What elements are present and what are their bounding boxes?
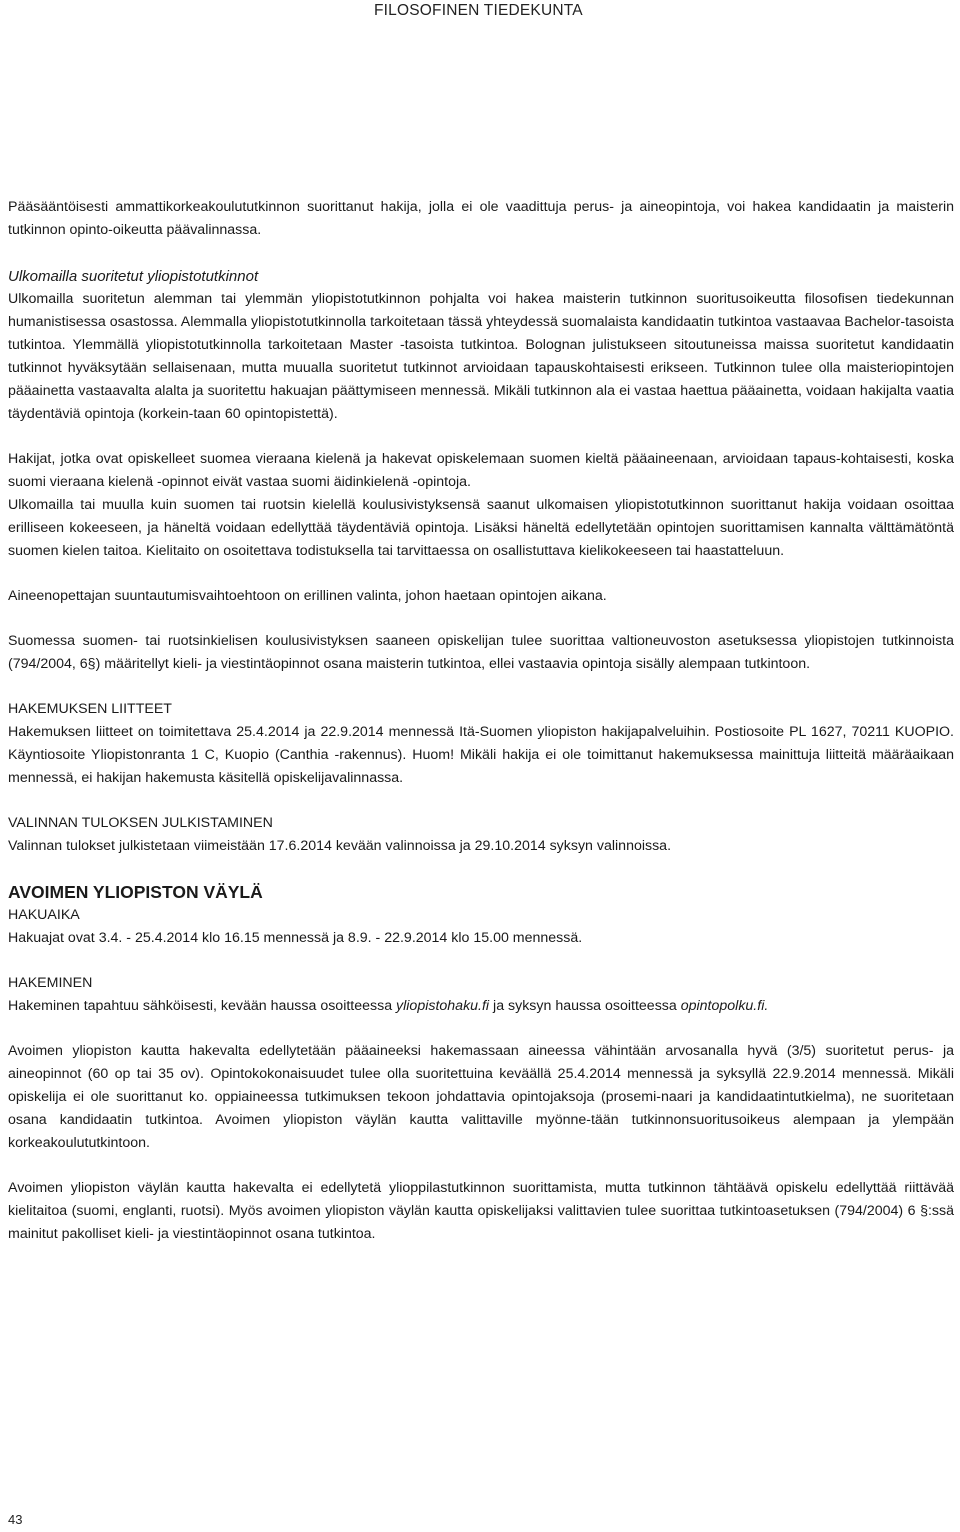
heading-applying: HAKEMINEN (8, 975, 93, 991)
applying-text-a: Hakeminen tapahtuu sähköisesti, kevään haussa osoitteessa (8, 998, 397, 1014)
applying-text-b: ja syksyn haussa osoitteessa (489, 998, 681, 1014)
link-opintopolku[interactable]: opintopolku.fi. (680, 998, 769, 1014)
paragraph-open-university-requirements: Avoimen yliopiston kautta hakevalta edellytetään pääaineeksi hakemassaan aineessa vähintään arvosanalla hyvä (3/5) suoritetut perus- ja aineopinnot (60 op tai 35 ov). Opintokokonaisuudet tulee olla suoritettuina keväällä 25.4.2014 mennessä ja syksyllä 22.9.2014 mennessä. Mikäli opiskelija ei ole suorittanut ko. oppiaineessa tutkimuksen tekoon johdattavia opintojaksoja (prosemi-naari ja kandidaatintutkielma), ne suoritetaan osana kandidaatin tutkintoa. Avoimen yliopiston väylän kautta valittaville myönne-tään tutkinnonsuoritusoikeus alempaan ja ylempään korkeakoulututkintoon. (8, 1043, 954, 1151)
paragraph-amk-applicants: Pääsääntöisesti ammattikorkeakoulututkinnon suorittanut hakija, jolla ei ole vaadittuja perus- ja aineopintoja, voi hakea kandidaatin ja maisterin tutkinnon opinto-oikeutta päävalinnassa. (8, 199, 954, 238)
heading-open-university: AVOIMEN YLIOPISTON VÄYLÄ (8, 882, 263, 902)
document-body (8, 196, 954, 1246)
link-yliopistohaku[interactable]: yliopistohaku.fi (396, 998, 490, 1014)
page-header: FILOSOFINEN TIEDEKUNTA (374, 2, 583, 19)
section-subtitle-abroad: Ulkomailla suoritetut yliopistotutkinnot (8, 268, 259, 285)
paragraph-application-period: Hakuajat ovat 3.4. - 25.4.2014 klo 16.15 mennessä ja 8.9. - 22.9.2014 klo 15.00 mennessä. (8, 930, 583, 946)
paragraph-open-university-language: Avoimen yliopiston väylän kautta hakevalta ei edellytetä ylioppilastutkinnon suorittamista, mutta tutkinnon tähtäävä opiskelu edellyttää riittävää kielitaitoa (suomi, englanti, ruotsi). Myös avoimen yliopiston väylän kautta opiskelijaksi valittavien tulee suorittaa tutkintoasetuksen (794/2004) 6 §:ssä mainitut pakolliset kieli- ja viestintäopinnot osana tutkintoa. (8, 1180, 954, 1242)
paragraph-language-skills: Ulkomailla tai muulla kuin suomen tai ruotsin kielellä koulusivistyksensä saanut ulkomaisen yliopistotutkinnon suorittanut hakija voidaan osoittaa erilliseen kokeeseen, ja häneltä voidaan edellyttää täydentäviä opintoja. Lisäksi häneltä edellytetään opintojen suorittamisen kannalta välttämätöntä suomen kielen taitoa. Kielitaito on osoitettava todistuksella tai tarvittaessa on osallistuttava kielikokeeseen tai haastatteluun. (8, 497, 954, 559)
heading-results: VALINNAN TULOKSEN JULKISTAMINEN (8, 815, 273, 831)
paragraph-language-studies: Suomessa suomen- tai ruotsinkielisen koulusivistyksen saaneen opiskelijan tulee suorittaa valtioneuvoston asetuksessa yliopistojen tutkinnoista (794/2004, 6§) määritellyt kieli- ja viestintäopinnot osana maisterin tutkintoa, ellei vastaavia opintoja sisälly alempaan tutkintoon. (8, 633, 954, 672)
paragraph-results: Valinnan tulokset julkistetaan viimeistään 17.6.2014 kevään valinnoissa ja 29.10.2014 syksyn valinnoissa. (8, 838, 672, 854)
paragraph-finnish-foreign-language: Hakijat, jotka ovat opiskelleet suomea vieraana kielenä ja hakevat opiskelemaan suomen kieltä pääaineenaan, arvioidaan tapaus-kohtaisesti, koska suomi vieraana kielenä -opinnot eivät vastaa suomi äidinkielenä -opintoja. (8, 451, 954, 490)
heading-application-period: HAKUAIKA (8, 907, 80, 923)
heading-attachments: HAKEMUKSEN LIITTEET (8, 701, 172, 717)
paragraph-attachments: Hakemuksen liitteet on toimitettava 25.4.2014 ja 22.9.2014 mennessä Itä-Suomen yliopiston hakijapalveluihin. Postiosoite PL 1627, 70211 KUOPIO. Käyntiosoite Yliopistonranta 1 C, Kuopio (Canthia -rakennus). Huom! Mikäli hakija ei ole toimittanut hakemuksessa mainittuja liitteitä määräaikaan mennessä, ei hakijan hakemusta käsitellä opiskelijavalinnassa. (8, 724, 954, 786)
paragraph-applying (8, 995, 954, 1018)
paragraph-subject-teacher: Aineenopettajan suuntautumisvaihtoehtoon on erillinen valinta, johon haetaan opintojen aikana. (8, 588, 607, 604)
paragraph-abroad-degrees: Ulkomailla suoritetun alemman tai ylemmän yliopistotutkinnon pohjalta voi hakea maisterin tutkinnon suoritusoikeutta filosofisen tiedekunnan humanistisessa osastossa. Alemmalla yliopistotutkinnolla tarkoitetaan tässä yhteydessä suomalaista kandidaatin tutkintoa vastaavaa Bachelor-tasoista tutkintoa. Ylemmällä yliopistotutkinnolla tarkoitetaan Master -tasoista tutkintoa. Bolognan julistukseen sitoutuneissa maissa suoritetut kandidaatin tutkinnot hyväksytään sellaisenaan, mutta muualla suoritetut tutkinnot arvioidaan tapauskohtaisesti erikseen. Tutkinnon tulee olla maisteriopintojen pääainetta vastaavalta alalta ja suoritettu hakuajan päättymiseen mennessä. Mikäli tutkinnon ala ei vastaa haettua pääainetta, voidaan hakijalta vaatia täydentäviä opintoja (korkein-taan 60 opintopistettä). (8, 291, 954, 422)
page-number: 43 (8, 1512, 23, 1527)
